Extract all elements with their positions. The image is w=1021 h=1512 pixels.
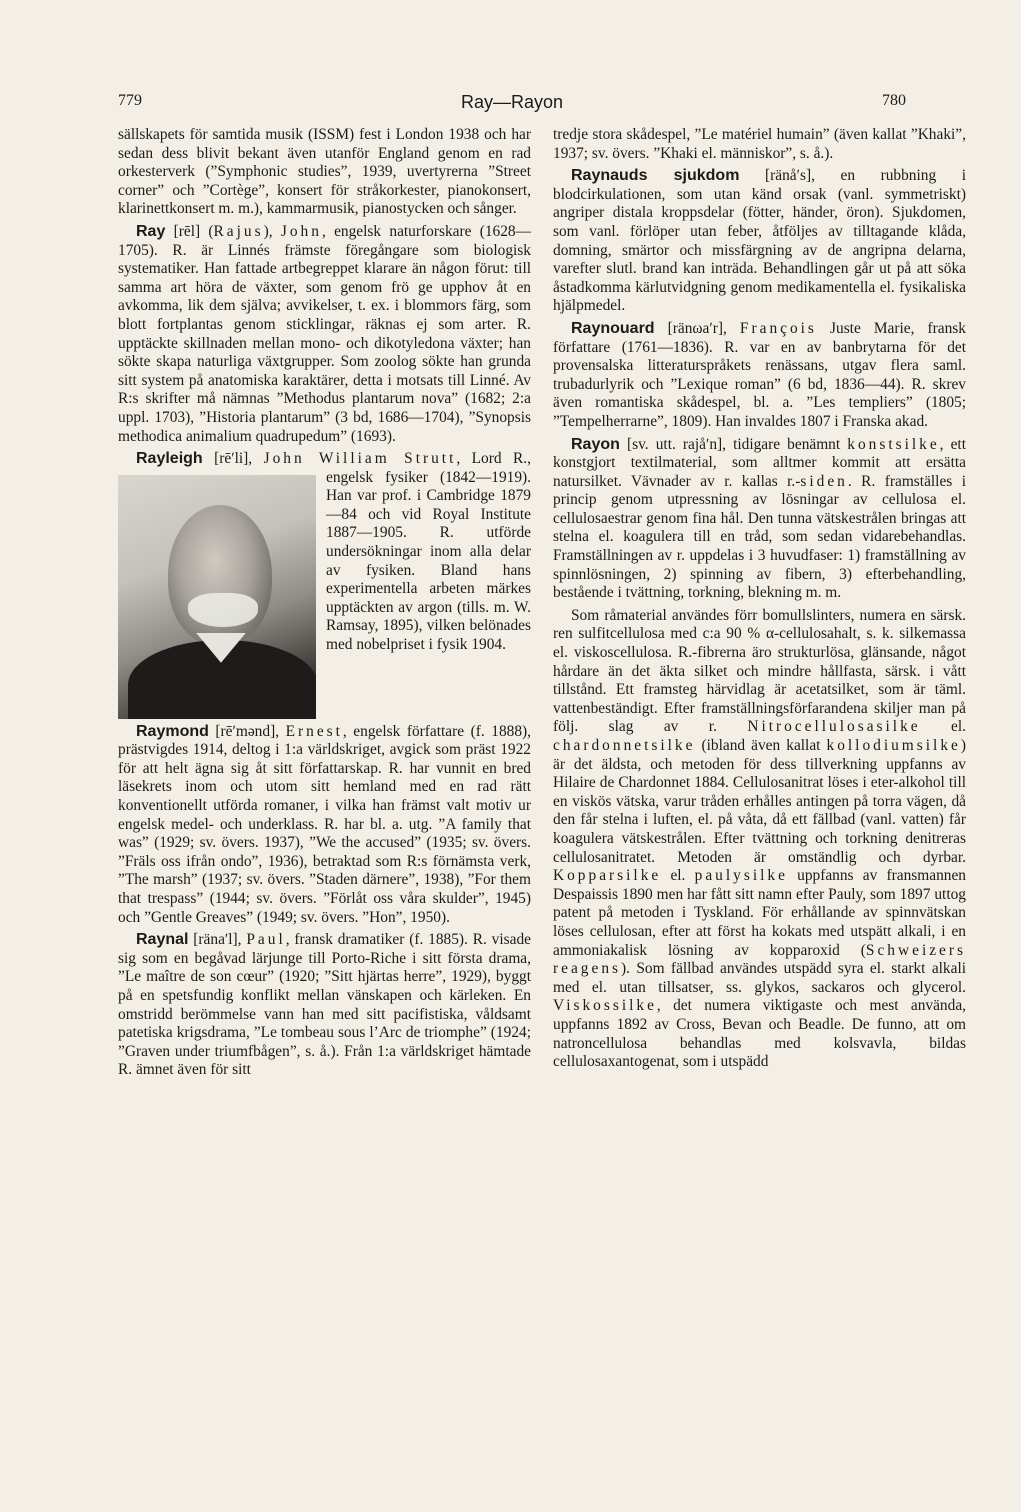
rayleigh-portrait [118, 475, 316, 719]
headword: Rayon [571, 435, 620, 453]
headword: Raynauds sjukdom [571, 167, 740, 185]
entry-rayon-paragraph-2: Som råmaterial användes förr bomullslinters, numera en särsk. ren sulfitcellulosa med c:a 90 % α-cellulosahalt, s. k. silkemassa el. viskoscellulosa. R.-fibrerna äro strukturlösa, glänsande, något hårdare än det äkta silket och mindre hållfasta, särsk. i vått tillstånd. Ett framsteg härvidlag är acetatsilket, som är täml. vattenbeständigt. Efter framställningsförfarandena skiljer man på följ. slag av r. Nitrocellulosasilke el. chardonnetsilke (ibland även kallat kollodiumsilke) är det äldsta, och metoden för dess tillverkning uppfanns av Hilaire de Chardonnet 1884. Cellulosanitrat löses i eter-alkohol till en viskös vätska, varur tråden erhålles antingen på torra vägen, då den får stelna i luften, el. på våta, då ett fällbad (vanl. vatten) får koagulera vätskestrålen. Efter tvättning och torkning denitreras cellulosanitratet. Metoden är omständlig och dyrbar. Kopparsilke el. paulysilke uppfanns av fransmannen Despaissis 1890 men har fått sitt namn efter Pauly, som 1897 uttog patent på metoden i Tyskland. För erhållande av spinnvätskan löses cellulosan, efter att först ha kokats med utspätt alkali, i en ammoniakalisk lösning av kopparoxid (Schweizers reagens). Som fällbad användes utspädd syra el. starkt alkali med el. utan tillsatser, ss. glykos, sackaros och glycerol. Viskossilke, det numera viktigaste och mest använda, uppfanns 1892 av Cross, Bevan och Beadle. De funno, att om natroncellulosa behandlas med kolsvavla, bildas cellulosaxantogenat, som i utspädd [553, 606, 966, 1071]
right-column [553, 126, 966, 1072]
page-number-left: 779 [118, 92, 142, 109]
headword: Raymond [136, 722, 209, 740]
entry-raynauds-sjukdom: Raynauds sjukdom [ränåʹs], en rubbning i blodcirkulationen, som utan känd orsak (vanl. symmetriskt) angriper distala kroppsdelar (fötter, händer, öron). Sjukdomen, som vanl. förlöper utan feber, åtföljes av tilltagande klåda, domning, smärtor och missfärgning av de angripna delarna, varefter slutl. brand kan inträda. Behandlingen går ut på att söka åstadkomma kärlutvidgning genom medikamentella el. fysikaliska hjälpmedel. [553, 167, 966, 315]
page-header [118, 92, 906, 122]
headword: Raynal [136, 931, 189, 949]
headword: Ray [136, 222, 166, 240]
headword: Rayleigh [136, 450, 203, 468]
continued-text: sällskapets för samtida musik (ISSM) fest i London 1938 och har sedan dess blivit bekant även utanför England genom en rad orkesterverk (”Symphonic studies”, 1939, uvertyrerna ”Street corner” och ”Cortège”, konsert för stråkorkester, pianokonsert, klarinettkonsert m. m.), kammarmusik, pianostycken och sånger. [118, 126, 531, 218]
running-head: Ray—Rayon [460, 92, 564, 112]
entry-rayleigh: Rayleigh [rēʹli], John William Strutt , Lord R., engelsk fysiker (1842—1919). Han var prof. i Cambridge 1879—84 och vid Royal Institute 1887—1905. R. utförde undersökningar inom alla delar av fysiken. Bland hans experimentella arbeten märkes upptäckten av argon (tills. m. W. Ramsay, 1895), vilken belönades med nobelpriset i fysik 1904. [118, 450, 531, 655]
entry-ray: Ray [rēl] (Rajus), John, engelsk naturforskare (1628—1705). R. är Linnés främste föregångare som biologisk systematiker. Han fattade artbegreppet klarare än någon förut: till samma art höra de växter, som genom frö ge upphov åt en avkomma, lik dem själva; avvikelser, t. ex. i blommors färg, som blott fortplantas genom sticklingar, räknas ej som arter. R. upptäckte skillnaden mellan mono- och dikotyledona växter; han sökte skapa naturliga växtgrupper. Som zoolog sökte han grunda sitt system på anatomiska karaktärer, detta i motsats till Linné. Av R:s skrifter må nämnas ”Methodus plantarum nova” (1682; 2:a uppl. 1703), ”Historia plantarum” (3 bd, 1686—1704), ”Synopsis methodica animalium quadrupedum” (1693). [118, 222, 531, 445]
entry-raynal: Raynal [ränaʹl], Paul, fransk dramatiker (f. 1885). R. visade sig som en begåvad lärjunge till Porto-Riche i sitt första drama, ”Le maître de son cœur” (1920; ”Sitt hjärtas herre”, 1929), byggt på en spetsfundig konflikt mellan vänskapen och kärleken. En omstridd berömmelse vann han med sitt pacifistiska, våldsamt patetiska krigsdrama, ”Le tombeau sous l’Arc de triomphe” (1924; ”Graven under triumfbågen”, s. å.). Från 1:a världskriget hämtade R. ämnet även för sitt [118, 931, 532, 1079]
entry-rayon: Rayon [sv. utt. rajåʹn], tidigare benämnt konstsilke, ett konstgjort textilmaterial, som alltmer kommit att ersätta natursilket. Vävnader av r. kallas r.-siden. R. framställes i princip genom utpressning av lösningar av cellulosa el. cellulosaestrar genom fina hål. Den tunna vätskestrålen bringas att stelna el. koagulera till en tråd, som sedan vidarebehandlas. Framställningen av r. uppdelas i 3 huvudfaser: 1) framställning av spinnlösningen, 2) spinning av fibern, 3) efterbehandling, bestående i tvättning, torkning, blekning m. m. [553, 435, 966, 602]
continued-text: tredje stora skådespel, ”Le matériel humain” (även kallat ”Khaki”, 1937; sv. övers. ”Khaki el. människor”, s. å.). [553, 126, 966, 162]
headword: Raynouard [571, 319, 655, 337]
entry-raymond: Raymond [rēʹmənd], Ernest, engelsk författare (f. 1888), prästvigdes 1914, deltog i 1:a världskriget, avgick som präst 1922 för att helt ägna sig åt sitt författarskap. R. har vunnit en bred läsekrets inom och utom sitt hemland med en rad rätt konventionellt utförda romaner, i vilka han främst valt motiv ur engelsk medel- och underklass. R. har bl. a. utg. ”A family that was” (1929; sv. övers. 1937), ”We the accused” (1935; sv. övers. ”Fräls oss ifrån ondo”, 1936), betraktad som R:s förnämsta verk, ”The marsh” (1937; sv. övers. ”Staden därnere”, 1938), ”For them that trespass” (1944; sv. övers. ”Förlåt oss våra skulder”, 1945) och ”Gentle Greaves” (1949; sv. övers. ”Hon”, 1950). [118, 722, 531, 926]
left-column [118, 126, 531, 1080]
entry-raynouard: Raynouard [ränωaʹr], François Juste Marie, fransk författare (1761—1836). R. var en av banbrytarna för det provensalska litteraturspråkets renässans, utgav flera saml. trubadurlyrik och ”Lexique roman” (6 bd, 1836—44). R. skrev även romantiska skådespel, bl. a. ”Les templiers” (1805; ”Tempelherrarne”, 1809). Han invaldes 1807 i Franska akad. [553, 319, 966, 430]
page-number-right: 780 [882, 92, 906, 109]
